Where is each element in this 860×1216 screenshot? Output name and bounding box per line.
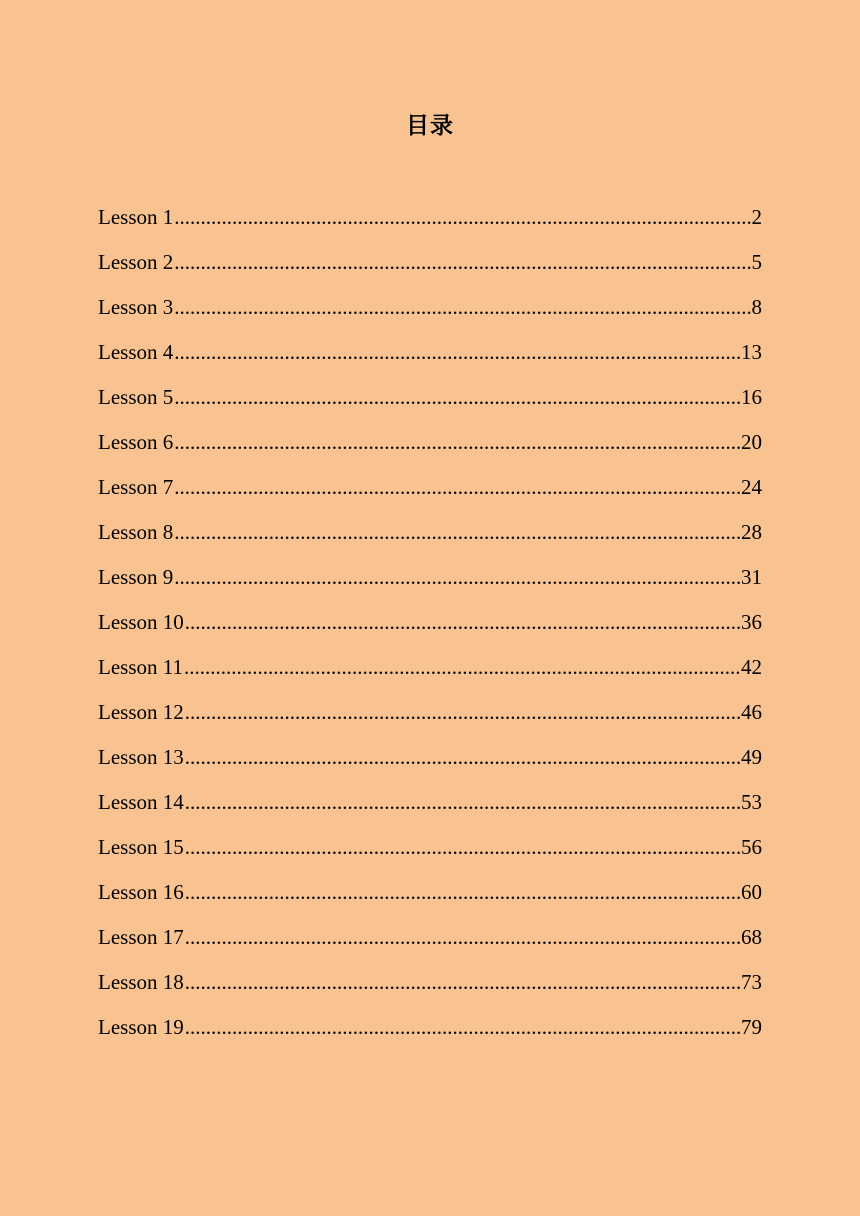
toc-entry-page-number: 46 bbox=[741, 700, 762, 724]
toc-dot-leader bbox=[174, 382, 740, 412]
toc-entry-label: Lesson 17 bbox=[98, 925, 184, 949]
page-title: 目录 bbox=[406, 113, 454, 139]
toc-dot-leader bbox=[185, 967, 740, 997]
toc-dot-leader bbox=[174, 337, 740, 367]
toc-entry[interactable] bbox=[98, 202, 762, 247]
toc-entry-label: Lesson 15 bbox=[98, 835, 184, 859]
toc-entry-page-number: 2 bbox=[751, 205, 762, 229]
toc-entry[interactable] bbox=[98, 922, 762, 967]
toc-entry-page-number: 8 bbox=[751, 295, 762, 319]
toc-dot-leader bbox=[185, 832, 740, 862]
toc-entry[interactable] bbox=[98, 652, 762, 697]
toc-entry-label: Lesson 19 bbox=[98, 1015, 184, 1039]
toc-entry[interactable] bbox=[98, 607, 762, 652]
toc-entry[interactable] bbox=[98, 472, 762, 517]
toc-dot-leader bbox=[174, 562, 740, 592]
toc-entry-label: Lesson 11 bbox=[98, 655, 183, 679]
toc-entry-page-number: 49 bbox=[741, 745, 762, 769]
toc-entry[interactable] bbox=[98, 697, 762, 742]
toc-dot-leader bbox=[184, 652, 740, 682]
toc-entry-label: Lesson 2 bbox=[98, 250, 174, 274]
toc-entry[interactable] bbox=[98, 967, 762, 1012]
toc-entry[interactable] bbox=[98, 742, 762, 787]
toc-entry-page-number: 56 bbox=[741, 835, 762, 859]
toc-dot-leader bbox=[185, 1012, 740, 1042]
toc-dot-leader bbox=[185, 607, 740, 637]
toc-dot-leader bbox=[174, 292, 750, 322]
toc-entry[interactable] bbox=[98, 247, 762, 292]
toc-entry-label: Lesson 3 bbox=[98, 295, 174, 319]
toc-entry[interactable] bbox=[98, 427, 762, 472]
toc-entry-label: Lesson 16 bbox=[98, 880, 184, 904]
toc-entry[interactable] bbox=[98, 832, 762, 877]
toc-entry[interactable] bbox=[98, 292, 762, 337]
toc-entry[interactable] bbox=[98, 1012, 762, 1057]
toc-dot-leader bbox=[185, 787, 740, 817]
toc-dot-leader bbox=[174, 472, 740, 502]
toc-dot-leader bbox=[174, 247, 750, 277]
toc-entry-label: Lesson 18 bbox=[98, 970, 184, 994]
toc-entry[interactable] bbox=[98, 517, 762, 562]
toc-entry-label: Lesson 6 bbox=[98, 430, 174, 454]
toc-entry-label: Lesson 9 bbox=[98, 565, 174, 589]
toc-dot-leader bbox=[185, 742, 740, 772]
toc-entry[interactable] bbox=[98, 337, 762, 382]
toc-entry-label: Lesson 5 bbox=[98, 385, 174, 409]
toc-entry-page-number: 24 bbox=[741, 475, 762, 499]
toc-dot-leader bbox=[174, 427, 740, 457]
toc-entry-label: Lesson 10 bbox=[98, 610, 184, 634]
toc-entry[interactable] bbox=[98, 382, 762, 427]
toc-dot-leader bbox=[185, 877, 740, 907]
toc-entry-label: Lesson 8 bbox=[98, 520, 174, 544]
toc-entry-page-number: 16 bbox=[741, 385, 762, 409]
toc-dot-leader bbox=[174, 517, 740, 547]
toc-entry-label: Lesson 7 bbox=[98, 475, 174, 499]
toc-entry-page-number: 42 bbox=[741, 655, 762, 679]
toc-entry-page-number: 68 bbox=[741, 925, 762, 949]
toc-entry-page-number: 20 bbox=[741, 430, 762, 454]
toc-dot-leader bbox=[174, 202, 750, 232]
toc-entry-page-number: 60 bbox=[741, 880, 762, 904]
toc-entry-label: Lesson 14 bbox=[98, 790, 184, 814]
toc-entry-label: Lesson 12 bbox=[98, 700, 184, 724]
toc-entry-page-number: 5 bbox=[751, 250, 762, 274]
toc-entry-page-number: 36 bbox=[741, 610, 762, 634]
toc-entry[interactable] bbox=[98, 562, 762, 607]
toc-entry[interactable] bbox=[98, 877, 762, 922]
toc-entry-label: Lesson 13 bbox=[98, 745, 184, 769]
toc-entry-label: Lesson 4 bbox=[98, 340, 174, 364]
toc-dot-leader bbox=[185, 922, 740, 952]
toc-entry-page-number: 31 bbox=[741, 565, 762, 589]
toc-entry-page-number: 28 bbox=[741, 520, 762, 544]
toc-entry[interactable] bbox=[98, 787, 762, 832]
table-of-contents bbox=[98, 202, 762, 1057]
toc-entry-page-number: 79 bbox=[741, 1015, 762, 1039]
toc-entry-label: Lesson 1 bbox=[98, 205, 174, 229]
toc-entry-page-number: 73 bbox=[741, 970, 762, 994]
toc-entry-page-number: 53 bbox=[741, 790, 762, 814]
toc-entry-page-number: 13 bbox=[741, 340, 762, 364]
toc-dot-leader bbox=[185, 697, 740, 727]
